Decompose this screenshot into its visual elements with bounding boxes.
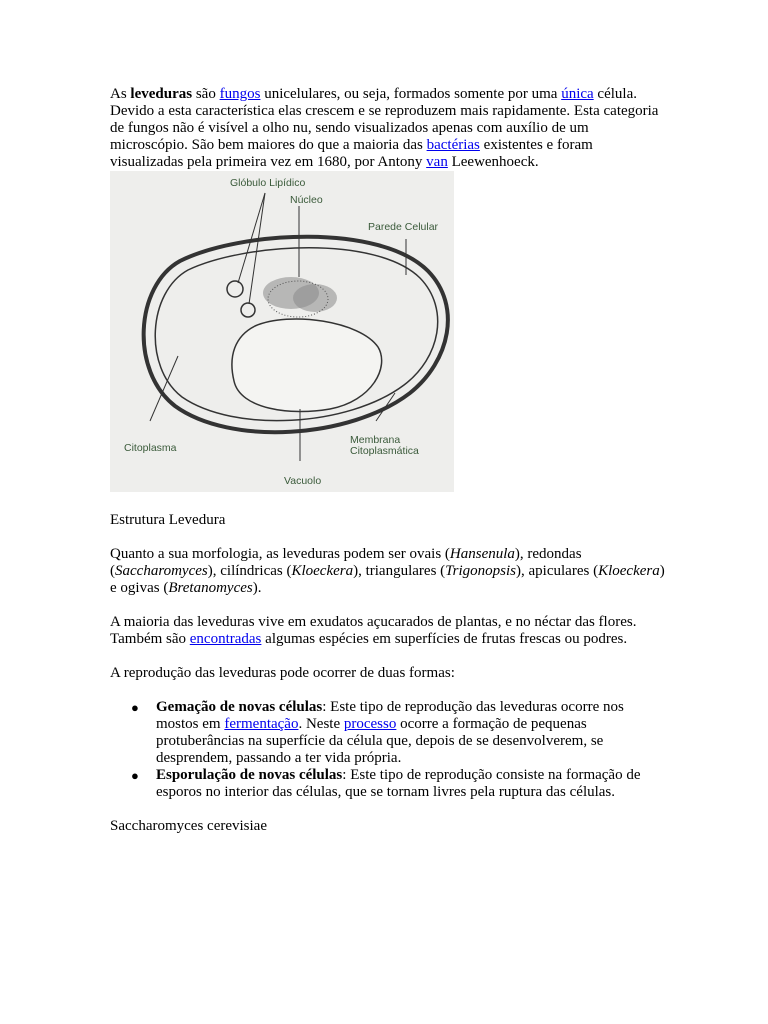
yeast-structure-diagram <box>110 171 454 492</box>
genus-kloeckera: Kloeckera <box>291 563 354 579</box>
genus-hansenula: Hansenula <box>449 546 515 562</box>
link-van[interactable]: van <box>426 154 448 170</box>
link-processo[interactable]: processo <box>343 716 397 732</box>
label-citoplasma: Citoplasma <box>124 442 177 454</box>
text: ), redondas ( <box>110 546 582 579</box>
label-membrana-1: Membrana <box>350 434 401 446</box>
bullet-icon: ● <box>131 700 139 715</box>
habitat-paragraph <box>110 614 665 648</box>
morphology-paragraph <box>110 546 665 597</box>
text: : Este tipo de reprodução das leveduras ocorre nos mostos em <box>156 699 624 732</box>
link-encontradas[interactable]: encontradas <box>189 631 262 647</box>
text: ) e ogivas ( <box>110 563 665 596</box>
link-bacterias[interactable]: bactérias <box>426 137 480 153</box>
link-fungos[interactable]: fungos <box>219 86 261 102</box>
text: ). <box>252 580 262 596</box>
text: : Este tipo de reprodução consiste na formação de esporos no interior das células, que se tornam livres pela ruptura das células. <box>156 767 641 800</box>
text: ocorre a formação de pequenas protuberâncias na superfície da célula que, depois de se desenvolverem, se desprendem, passando a ter vida própria. <box>156 716 604 766</box>
genus-saccharomyces: Saccharomyces <box>115 563 208 579</box>
text: existentes e foram visualizadas pela primeira vez em 1680, por Antony <box>110 137 593 170</box>
text: ), cilíndricas ( <box>207 563 292 579</box>
method-title: Gemação de novas células <box>156 699 323 715</box>
text: célula. Devido a esta característica elas crescem e se reproduzem mais rapidamente. Esta categoria de fungos não é visível a olho nu, sendo visualizados apenas com auxílio de um microscópio. São bem maiores do que a maioria das <box>110 86 659 153</box>
genus-kloeckera-2: Kloeckera <box>598 563 660 579</box>
text: Quanto a sua morfologia, as leveduras podem ser ovais ( <box>110 546 450 562</box>
link-unica[interactable]: única <box>561 86 594 102</box>
diagram-svg <box>110 171 454 492</box>
method-title: Esporulação de novas células <box>156 767 343 783</box>
text: unicelulares, ou seja, formados somente por uma <box>260 86 562 102</box>
text: A maioria das leveduras vive em exudatos açucarados de plantas, e no néctar das flores. Também são <box>110 614 637 647</box>
genus-bretanomyces: Bretanomyces <box>168 580 253 596</box>
text: são <box>192 86 220 102</box>
vacuole-shape <box>232 319 382 412</box>
label-nucleo: Núcleo <box>290 194 323 206</box>
bullet-icon: ● <box>131 768 139 783</box>
label-vacuolo: Vacuolo <box>284 475 322 487</box>
label-globulo: Glóbulo Lipídico <box>230 177 306 189</box>
reproduction-intro: A reprodução das leveduras pode ocorrer de duas formas: <box>110 665 455 681</box>
bold-term-leveduras: leveduras <box>130 86 193 102</box>
reproduction-methods-list <box>110 699 665 801</box>
text: ), triangulares ( <box>353 563 446 579</box>
list-item-esporulacao <box>131 767 665 801</box>
list-item-gemacao <box>131 699 665 767</box>
intro-paragraph <box>110 86 665 171</box>
label-parede: Parede Celular <box>368 221 439 233</box>
document-page <box>110 86 665 835</box>
text: Leewenhoeck. <box>447 154 539 170</box>
text: algumas espécies em superfícies de frutas frescas ou podres. <box>261 631 628 647</box>
final-heading: Saccharomyces cerevisiae <box>110 818 267 834</box>
text: As <box>110 86 131 102</box>
text: ), apiculares ( <box>516 563 599 579</box>
figure-caption: Estrutura Levedura <box>110 512 226 528</box>
text: . Neste <box>298 716 344 732</box>
link-fermentacao[interactable]: fermentação <box>224 716 299 732</box>
genus-trigonopsis: Trigonopsis <box>445 563 517 579</box>
label-membrana-2: Citoplasmática <box>350 445 419 457</box>
